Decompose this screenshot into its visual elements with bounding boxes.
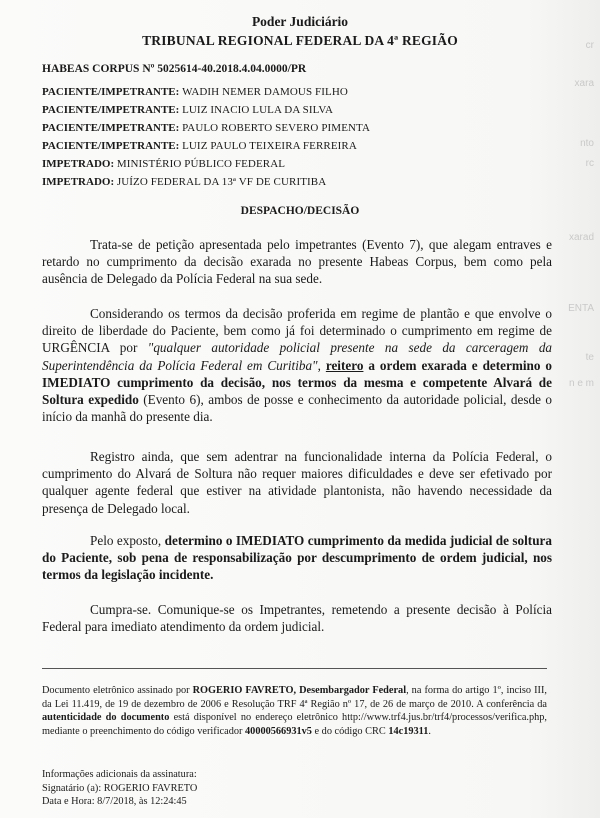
case-number: HABEAS CORPUS Nº 5025614-40.2018.4.04.0000/PR [42, 63, 307, 75]
crc-code: 14c19311 [388, 725, 429, 737]
paragraph-text: Considerando os termos da decisão proferida em regime de plantão e que envolve o direito de liberdade do Paciente, bem como já foi determinado o cumprimento em regime de URGÊNCIA por [42, 306, 552, 356]
signature-info-title: Informações adicionais da assinatura: [42, 769, 197, 780]
party-name: PAULO ROBERTO SEVERO PIMENTA [182, 122, 371, 134]
court-name: TRIBUNAL REGIONAL FEDERAL DA 4ª REGIÃO [142, 33, 458, 48]
document-title: DESPACHO/DECISÃO [240, 205, 360, 217]
paragraph-exposto [42, 532, 552, 584]
paragraph-text: , [317, 357, 326, 373]
footer-divider [42, 668, 547, 669]
party-name: MINISTÉRIO PÚBLICO FEDERAL [116, 158, 286, 170]
paragraph-registro [42, 448, 552, 517]
signature-datetime: Data e Hora: 8/7/2018, às 12:24:45 [42, 796, 187, 808]
bleed-text: xarad [568, 232, 594, 243]
signatory: Signatário (a): ROGERIO FAVRETO [42, 782, 198, 794]
party-name: JUÍZO FEDERAL DA 13ª VF DE CURITIBA [116, 176, 327, 188]
paragraph-text: Cumpra-se. Comunique-se os Impetrantes, remetendo a presente decisão à Polícia Federal para imediato atendimento da ordem judicial. [42, 602, 552, 635]
party-role: IMPETRADO: [42, 176, 115, 188]
party-role: PACIENTE/IMPETRANTE: [42, 86, 180, 98]
paragraph-considering [42, 305, 552, 425]
party-row [42, 158, 285, 170]
paragraph-text: Pelo exposto, [90, 533, 165, 548]
paragraph-text: (Evento 6), ambos de posse e conhecimento da autoridade policial, desde o início da manhã do presente dia. [42, 392, 552, 425]
paragraph-quote: "qualquer autoridade policial presente na sede da carceragem da Superintendência da Polícia Federal em Curitiba" [42, 340, 553, 373]
bleed-text: cr [585, 40, 594, 51]
party-row [42, 140, 357, 152]
party-name: LUIZ INACIO LULA DA SILVA [182, 104, 334, 116]
signer-name: ROGERIO FAVRETO, Desembargador Federal [192, 685, 407, 696]
verification-code: 40000566931v5 [245, 725, 312, 737]
paragraph-bold: determino o IMEDIATO cumprimento da medida judicial de soltura do Paciente, sob pena de responsabilização por descumprimento de ordem judicial, nos termos da legislação incidente. [42, 533, 552, 583]
party-role: PACIENTE/IMPETRANTE: [42, 140, 180, 152]
paragraph-bold: a ordem exarada e determino o IMEDIATO cumprimento da decisão, nos termos da mesma e competente Alvará de Soltura expedido [42, 357, 552, 408]
party-row [42, 176, 326, 188]
paragraph-cumpra-se [42, 601, 552, 635]
bleed-text: ENTA [568, 303, 594, 314]
bleed-text: rc [585, 158, 594, 169]
party-role: IMPETRADO: [42, 158, 115, 170]
paragraph-emphasis: reitero [325, 357, 364, 373]
signature-statement: Documento eletrônico assinado por ROGERIO FAVRETO, Desembargador Federal, na forma do artigo 1º, inciso III, da Lei 11.419, de 19 de dezembro de 2006 e Resolução TRF 4ª Região nº 17, de 26 de março de 2010. A conferência da autenticidade do documento está disponível no endereço eletrônico http://www.trf4.jus.br/trf4/processos/verifica.php, mediante o preenchimento do código verificador 40000566931v5 e do código CRC 14c19311. [42, 685, 547, 737]
bleed-text: nto [580, 138, 594, 149]
court-branch: Poder Judiciário [251, 14, 349, 29]
paragraph-petition [42, 236, 552, 288]
bleed-text: xara [574, 78, 594, 89]
party-row [42, 122, 370, 134]
bleed-text: te [585, 352, 594, 363]
paragraph-text: Trata-se de petição apresentada pelo impetrantes (Evento 7), que alegam entraves e retardo no cumprimento da decisão exarada no presente Habeas Corpus, bem como pela ausência de Delegado da Polícia Federal na sua sede. [42, 237, 552, 287]
party-name: WADIH NEMER DAMOUS FILHO [182, 86, 348, 98]
party-name: LUIZ PAULO TEIXEIRA FERREIRA [182, 140, 357, 152]
signature-info [42, 768, 547, 809]
bleed-text: n e m [568, 378, 594, 389]
party-role: PACIENTE/IMPETRANTE: [42, 104, 180, 116]
party-row [42, 86, 348, 98]
paragraph-text: Registro ainda, que sem adentrar na funcionalidade interna da Polícia Federal, o cumprimento do Alvará de Soltura não requer maiores dificuldades e deve ser efetivado por qualquer agente federal que estiver na atividade plantonista, não havendo necessidade da presença de Delegado local. [42, 449, 552, 516]
party-row [42, 104, 333, 116]
party-role: PACIENTE/IMPETRANTE: [42, 122, 180, 134]
